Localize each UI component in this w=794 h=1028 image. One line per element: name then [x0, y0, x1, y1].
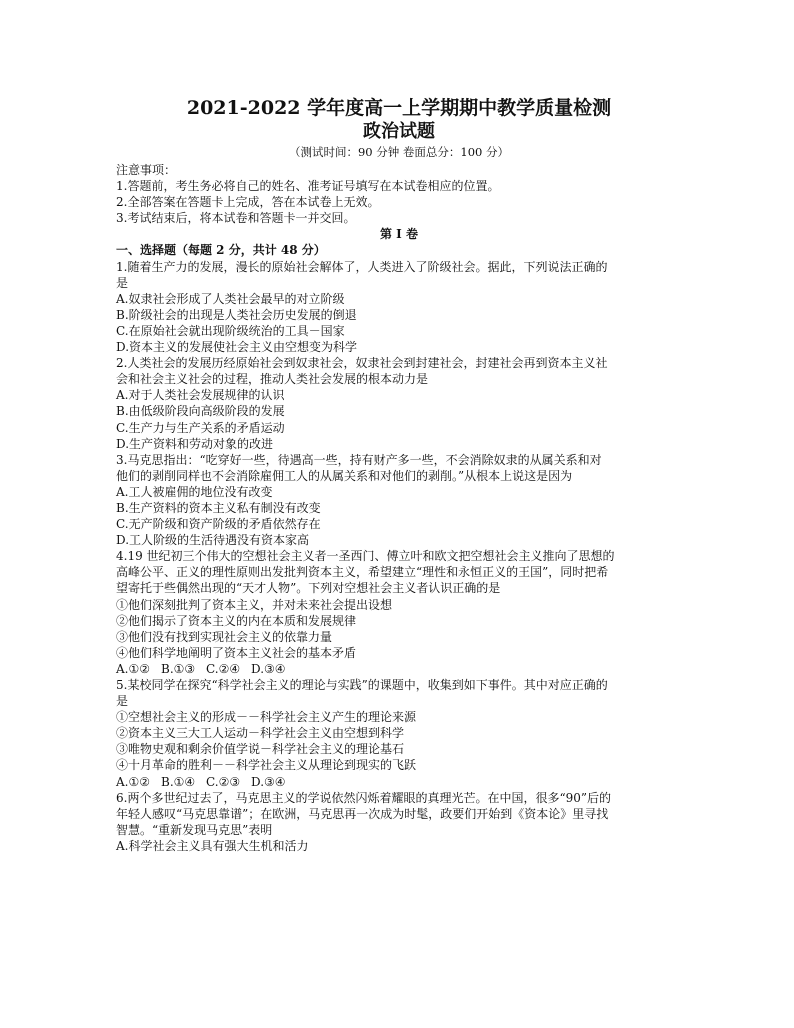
option: D.资本主义的发展使社会主义由空想变为科学 [116, 340, 358, 355]
option: C.生产力与生产关系的矛盾运动 [116, 420, 285, 435]
choice: A.①② [116, 774, 150, 789]
question-stem: 是 [116, 275, 129, 290]
choice: B.①③ [161, 661, 196, 676]
question-stem: 他们的剥削同样也不会消除雇佣工人的从属关系和对他们的剥削。”从根本上说这是因为 [116, 468, 573, 483]
option: B.由低级阶段向高级阶段的发展 [116, 404, 285, 419]
choice: A.①② [116, 661, 150, 676]
option: B.生产资料的资本主义私有制没有改变 [116, 500, 321, 515]
option: B.阶级社会的出现是人类社会历史发展的倒退 [116, 307, 357, 322]
question-stem: 望寄托于些偶然出现的“天才人物”。下列对空想社会主义者认识正确的是 [116, 581, 501, 596]
question-5 [116, 677, 682, 790]
exam-page [116, 96, 682, 854]
question-stem: 3.马克思指出：“吃穿好一些，待遇高一些，持有财产多一些，不会消除奴隶的从属关系和对 [116, 452, 602, 467]
exam-title: 2021-2022 学年度高一上学期期中教学质量检测 [186, 97, 612, 119]
exam-subject: 政治试题 [363, 121, 435, 142]
statement: ②他们揭示了资本主义的内在本质和发展规律 [116, 613, 357, 628]
statement: ④他们科学地阐明了资本主义社会的基本矛盾 [116, 645, 357, 660]
question-stem: 1.随着生产力的发展，漫长的原始社会解体了，人类进入了阶级社会。据此，下列说法正确的 [116, 259, 608, 274]
question-3 [116, 452, 682, 549]
choice: D.③④ [251, 661, 286, 676]
question-1 [116, 259, 682, 356]
statement: ①他们深刻批判了资本主义，并对未来社会提出设想 [116, 597, 393, 612]
question-stem: 智慧。“重新发现马克思”表明 [116, 822, 273, 837]
question-stem: 6.两个多世纪过去了，马克思主义的学说依然闪烁着耀眼的真理光芒。在中国，很多“90”后的 [116, 790, 611, 805]
statement: ③唯物史观和剩余价值学说－科学社会主义的理论基石 [116, 742, 405, 757]
question-stem: 高峰公平、正义的理性原则出发批判资本主义，希望建立“理性和永恒正义的王国”，同时把希 [116, 565, 609, 580]
choice: B.①④ [161, 774, 196, 789]
question-stem: 年轻人感叹“马克思靠谱”；在欧洲，马克思再一次成为时髦，政要们开始到《资本论》里寻找 [116, 806, 609, 821]
statement: ③他们没有找到实现社会主义的依靠力量 [116, 629, 333, 644]
statement: ④十月革命的胜利－－科学社会主义从理论到现实的飞跃 [116, 758, 417, 773]
choice-row [116, 661, 682, 677]
option: A.科学社会主义具有强大生机和活力 [116, 838, 309, 853]
option: A.对于人类社会发展规律的认识 [116, 388, 285, 403]
option: D.生产资料和劳动对象的改进 [116, 436, 274, 451]
question-stem: 2.人类社会的发展历经原始社会到奴隶社会，奴隶社会到封建社会，封建社会再到资本主义社 [116, 356, 608, 371]
choice: C.②③ [206, 774, 241, 789]
statement: ①空想社会主义的形成－－科学社会主义产生的理论来源 [116, 710, 417, 725]
volume-label: 第 I 卷 [380, 227, 418, 242]
notes-item: 2.全部答案在答题卡上完成，答在本试卷上无效。 [116, 195, 380, 210]
question-stem: 是 [116, 694, 129, 709]
option: C.在原始社会就出现阶级统治的工具－国家 [116, 323, 345, 338]
choice-row [116, 774, 682, 790]
question-4 [116, 548, 682, 677]
question-stem: 会和社会主义社会的过程，推动人类社会发展的根本动力是 [116, 372, 429, 387]
option: A.工人被雇佣的地位没有改变 [116, 484, 273, 499]
question-2 [116, 355, 682, 452]
notes-block [116, 162, 682, 226]
option: C.无产阶级和资产阶级的矛盾依然存在 [116, 517, 321, 532]
notes-item: 1.答题前，考生务必将自己的姓名、准考证号填写在本试卷相应的位置。 [116, 179, 500, 194]
question-stem: 4.19 世纪初三个伟大的空想社会主义者一圣西门、傅立叶和欧文把空想社会主义推向了思想的 [116, 549, 615, 564]
section-heading: 一、选择题（每题 2 分，共计 48 分） [116, 243, 326, 258]
option: A.奴隶社会形成了人类社会最早的对立阶级 [116, 291, 345, 306]
question-stem: 5.某校同学在探究“科学社会主义的理论与实践”的课题中，收集到如下事件。其中对应正确的 [116, 678, 608, 692]
choice: D.③④ [251, 774, 286, 789]
notes-heading: 注意事项： [116, 163, 177, 177]
notes-item: 3.考试结束后，将本试卷和答题卡一并交回。 [116, 211, 356, 226]
option: D.工人阶级的生活待遇没有资本家高 [116, 533, 310, 548]
choice: C.②④ [206, 661, 241, 676]
question-6 [116, 790, 682, 854]
statement: ②资本主义三大工人运动－科学社会主义由空想到科学 [116, 726, 405, 741]
exam-info: （测试时间：90 分钟 卷面总分：100 分） [288, 145, 510, 159]
